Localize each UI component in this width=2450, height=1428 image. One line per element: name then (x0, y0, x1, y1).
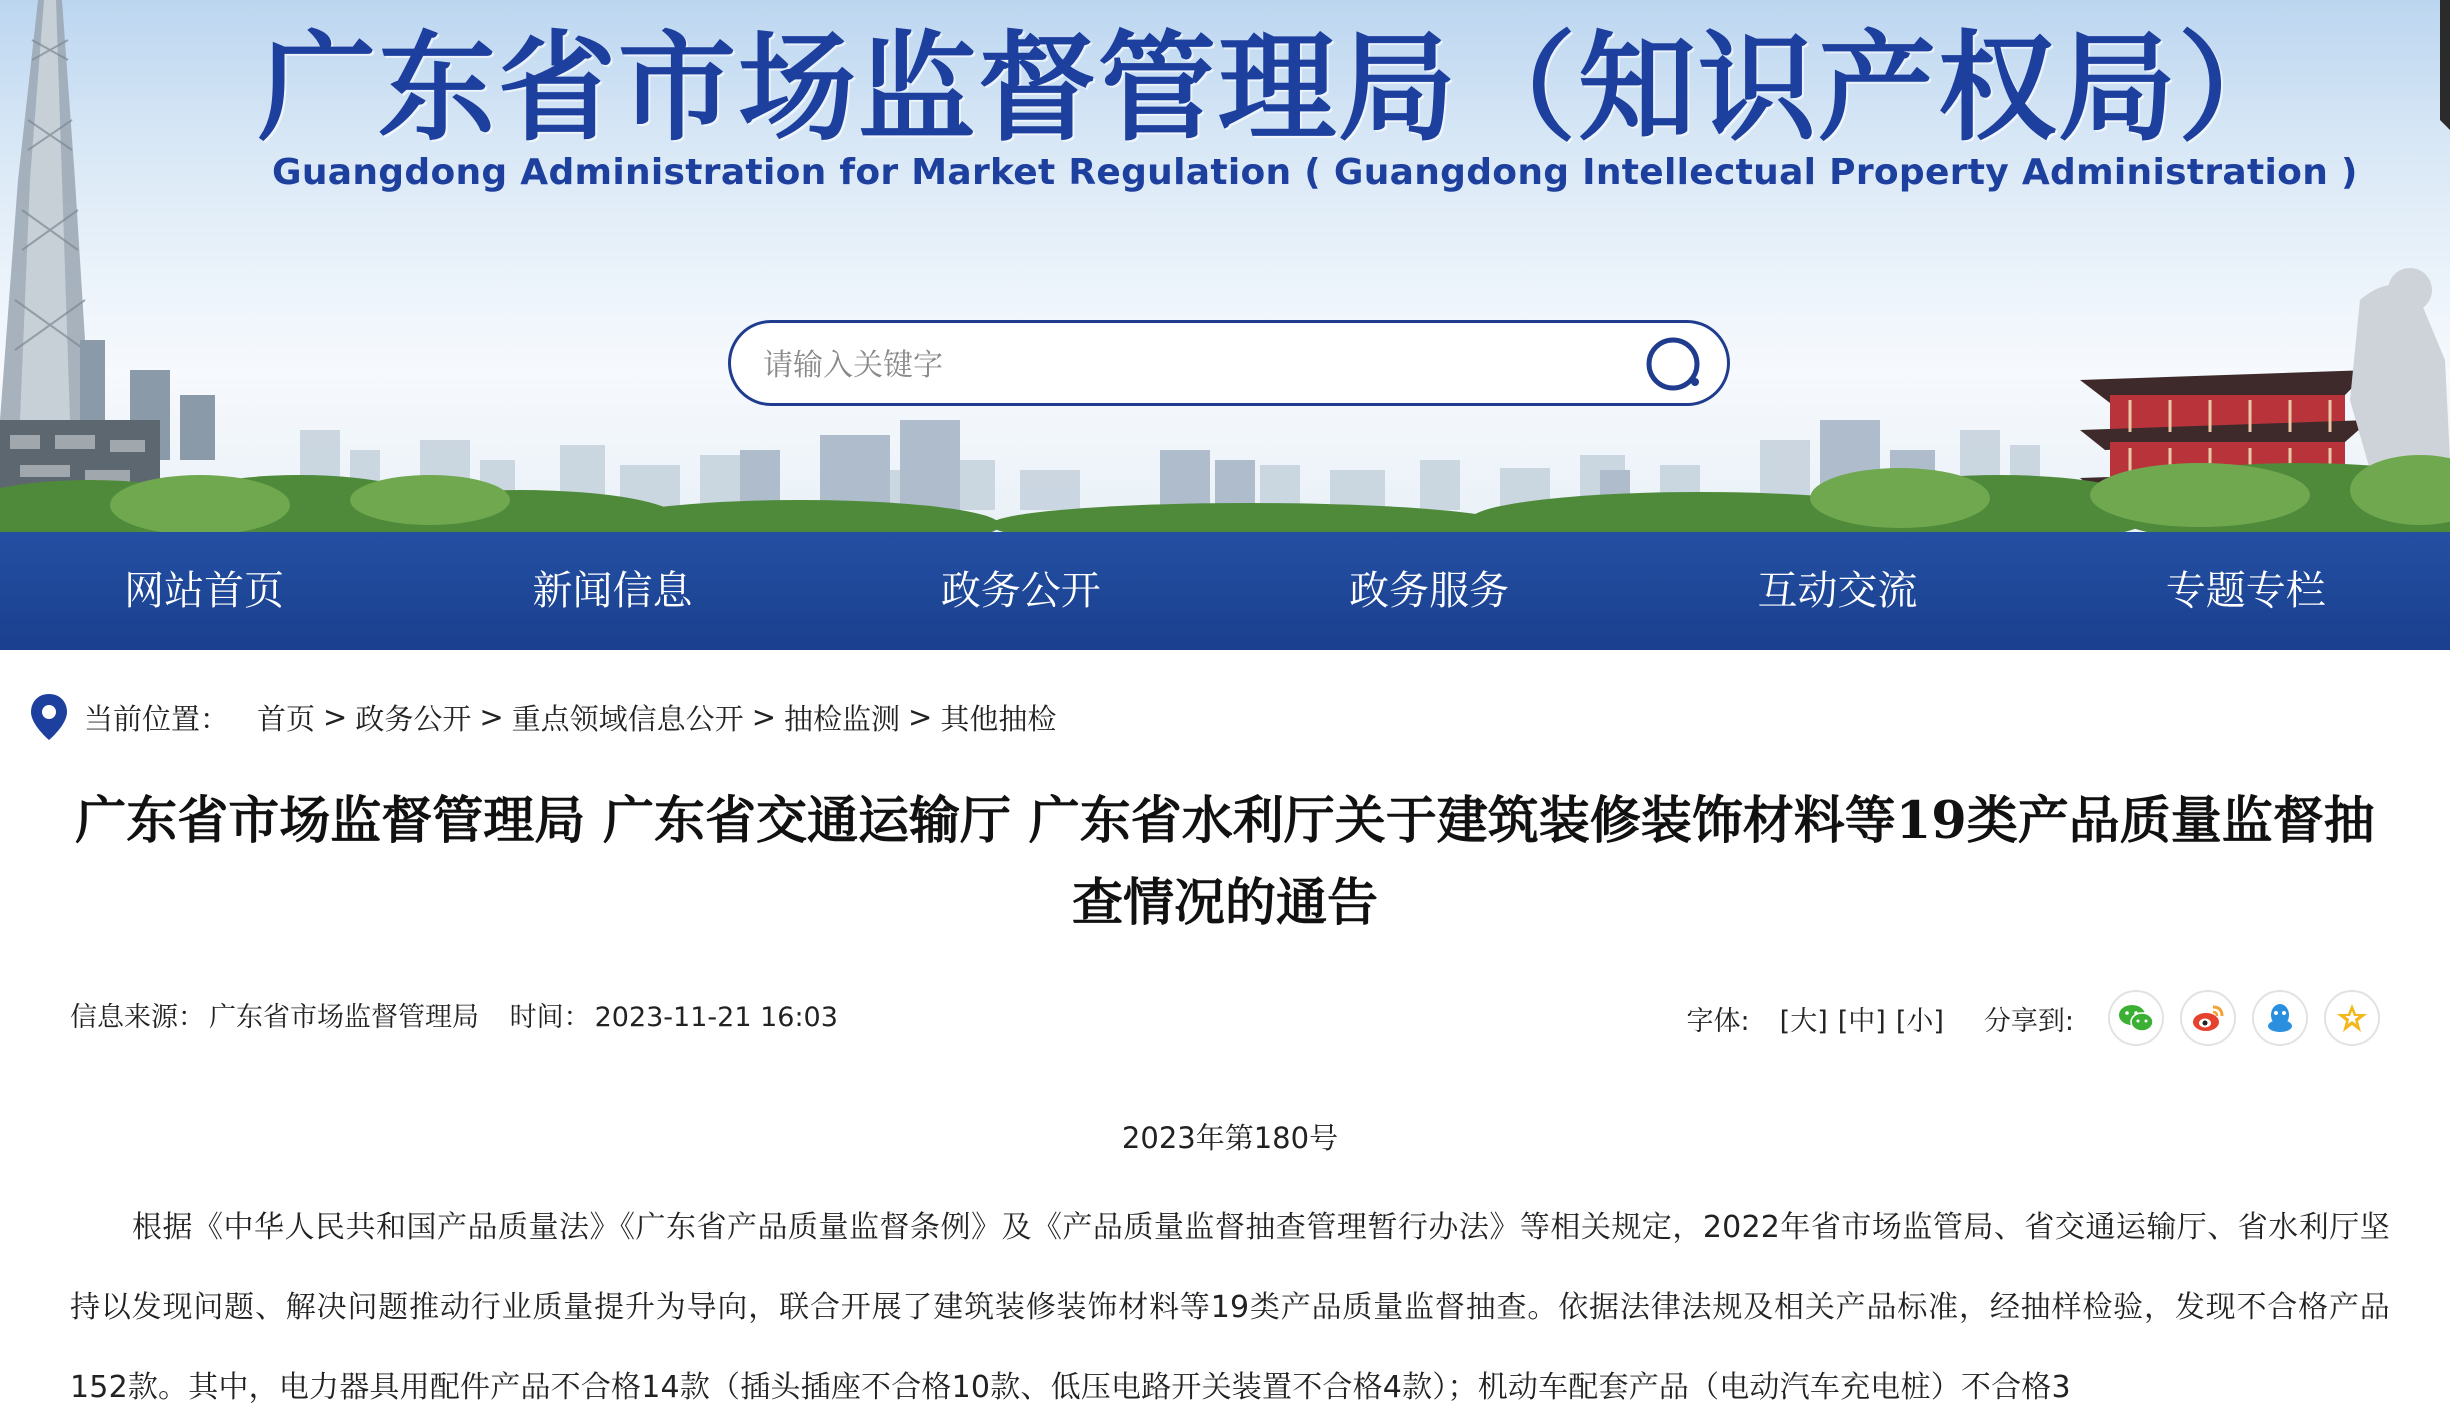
breadcrumb-separator: > (751, 700, 776, 734)
source-label: 信息来源： (70, 1002, 205, 1033)
share-wechat-button[interactable] (2108, 990, 2164, 1046)
share-weibo-button[interactable] (2180, 990, 2236, 1046)
search-box (728, 320, 1730, 406)
article-meta (70, 986, 2380, 1050)
source-value: 广东省市场监督管理局 (209, 1002, 479, 1033)
search-icon[interactable] (1645, 336, 1705, 396)
font-size-small-button[interactable]: [小] (1895, 1005, 1944, 1037)
breadcrumb-link-gov-affairs-open[interactable]: 政务公开 (355, 701, 472, 736)
location-pin-icon (28, 692, 70, 742)
header-banner (0, 0, 2450, 532)
font-size-large-button[interactable]: [大] (1779, 1005, 1828, 1037)
breadcrumb-separator: > (479, 700, 504, 734)
font-size-label: 字体: (1686, 1005, 1750, 1037)
qzone-icon (2336, 1002, 2368, 1034)
breadcrumb-separator: > (323, 700, 348, 734)
wechat-icon (2118, 1003, 2154, 1033)
site-title: 广东省市场监督管理局（知识产权局） (258, 19, 2299, 157)
breadcrumb-label: 当前位置： (84, 701, 230, 736)
breadcrumb-link-key-areas[interactable]: 重点领域信息公开 (511, 701, 744, 736)
share-label: 分享到: (1983, 1005, 2074, 1037)
article-meta-left (70, 986, 842, 1050)
nav-item-home[interactable]: 网站首页 (124, 568, 285, 614)
nav-item-special-topics[interactable]: 专题专栏 (2165, 568, 2326, 614)
breadcrumb-link-other-inspection[interactable]: 其他抽检 (940, 701, 1057, 736)
time-label: 时间： (509, 1002, 591, 1033)
article-tools (1687, 986, 2380, 1050)
article-body: 根据《中华人民共和国产品质量法》《广东省产品质量监督条例》及《产品质量监督抽查管理暂行办法》等相关规定，2022年省市场监管局、省交通运输厅、省水利厅坚持以发现问题、解决问题推动行业质量提升为导向，联合开展了建筑装修装饰材料等19类产品质量监督抽查。依据法律法规及相关产品标准，经抽样检验，发现不合格产品152款。其中，电力器具用配件产品不合格14款（插头插座不合格10款、低压电路开关装置不合格4款）；机动车配套产品（电动汽车充电桩）不合格3 (70, 1210, 2390, 1405)
breadcrumb-link-inspection[interactable]: 抽检监测 (784, 701, 901, 736)
site-subtitle: Guangdong Administration for Market Regulation ( Guangdong Intellectual Property Administration ) (272, 152, 2358, 193)
nav-item-interaction[interactable]: 互动交流 (1757, 568, 1918, 614)
document-number: 2023年第180号 (1121, 1121, 1339, 1155)
breadcrumb-link-home[interactable]: 首页 (257, 701, 316, 736)
nav-item-gov-services[interactable]: 政务服务 (1349, 568, 1510, 614)
weibo-icon (2191, 1003, 2225, 1033)
article-title: 广东省市场监督管理局 广东省交通运输厅 广东省水利厅关于建筑装修装饰材料等19类产品质量监督抽查情况的通告 (75, 791, 2375, 933)
share-qzone-button[interactable] (2324, 990, 2380, 1046)
font-size-medium-button[interactable]: [中] (1837, 1005, 1886, 1037)
nav-item-news[interactable]: 新闻信息 (532, 568, 693, 614)
time-value: 2023-11-21 16:03 (594, 1002, 838, 1033)
search-input[interactable] (761, 339, 1585, 391)
share-qq-button[interactable] (2252, 990, 2308, 1046)
breadcrumb (28, 690, 1056, 744)
qq-icon (2266, 1002, 2294, 1034)
nav-item-gov-affairs-open[interactable]: 政务公开 (940, 568, 1101, 614)
main-nav (0, 532, 2450, 650)
breadcrumb-separator: > (908, 700, 933, 734)
